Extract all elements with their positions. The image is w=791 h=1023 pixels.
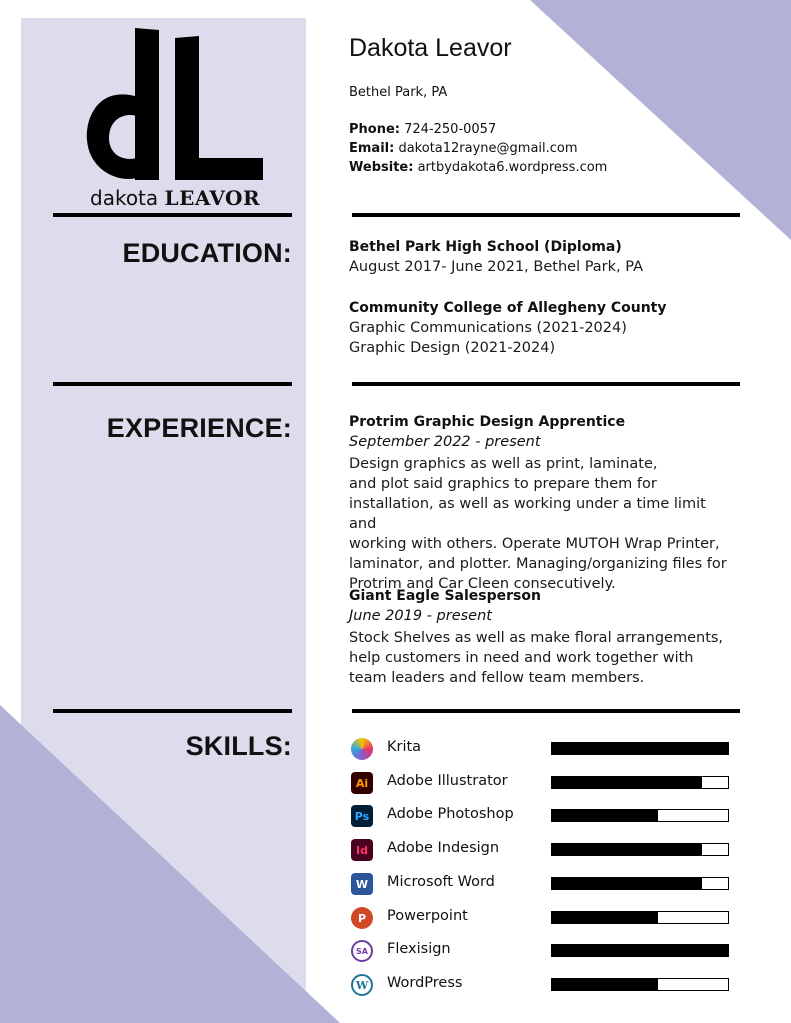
education-heading: EDUCATION:: [122, 238, 292, 268]
skill-level-fill: [552, 777, 702, 788]
education-detail-1: August 2017- June 2021, Bethel Park, PA: [349, 259, 643, 275]
divider-left-1: [53, 213, 292, 217]
skill-row: [349, 872, 731, 900]
word-icon: W: [351, 873, 373, 895]
photoshop-icon: Ps: [351, 805, 373, 827]
skill-level-fill: [552, 810, 658, 821]
wordpress-icon: W: [351, 974, 373, 996]
experience-dates-1: September 2022 - present: [349, 434, 541, 450]
logo-first-name: dakota: [90, 186, 159, 210]
education-detail-2a: Graphic Communications (2021-2024): [349, 320, 627, 336]
desc-line: Design graphics as well as print, laminate,: [349, 456, 658, 472]
divider-left-3: [53, 709, 292, 713]
desc-line: installation, as well as working under a time limit and: [349, 496, 706, 532]
desc-line: Protrim and Car Cleen consecutively.: [349, 576, 616, 592]
phone-label: Phone:: [349, 122, 400, 137]
desc-line: laminator, and plotter. Managing/organizing files for: [349, 556, 727, 572]
krita-icon: [351, 738, 373, 760]
logo-wordmark: [90, 186, 260, 210]
skill-label: Flexisign: [387, 941, 451, 957]
skill-label: Powerpoint: [387, 908, 468, 924]
skill-label: Krita: [387, 739, 422, 755]
skills-heading: SKILLS:: [185, 731, 292, 761]
skill-row: [349, 906, 731, 934]
experience-desc-1: [349, 454, 729, 594]
skill-level-bar: [551, 944, 729, 957]
education-detail-2b: Graphic Design (2021-2024): [349, 340, 556, 356]
desc-line: help customers in need and work together with: [349, 650, 694, 666]
skill-level-fill: [552, 945, 728, 956]
desc-line: team leaders and fellow team members.: [349, 670, 645, 686]
skill-level-bar: [551, 911, 729, 924]
skill-label: Adobe Photoshop: [387, 806, 514, 822]
skill-level-bar: [551, 742, 729, 755]
email-value[interactable]: dakota12rayne@gmail.com: [398, 141, 578, 156]
indesign-icon: Id: [351, 839, 373, 861]
skill-level-fill: [552, 878, 702, 889]
website-label: Website:: [349, 160, 414, 175]
skill-row: [349, 771, 731, 799]
skill-level-bar: [551, 877, 729, 890]
skill-level-bar: [551, 843, 729, 856]
divider-right-3: [352, 709, 740, 713]
email-line: [349, 141, 578, 156]
website-value[interactable]: artbydakota6.wordpress.com: [417, 160, 608, 175]
skill-row: [349, 737, 731, 765]
skill-level-fill: [552, 844, 702, 855]
flexisign-icon: SA: [351, 940, 373, 962]
powerpoint-icon: P: [351, 907, 373, 929]
divider-right-1: [352, 213, 740, 217]
experience-dates-2: June 2019 - present: [349, 608, 492, 624]
experience-desc-2: [349, 628, 729, 688]
decorative-triangle-top: [530, 0, 791, 240]
logo-last-name: LEAVOR: [164, 186, 261, 210]
phone-line: [349, 122, 496, 137]
skill-label: Adobe Illustrator: [387, 773, 508, 789]
website-line: [349, 160, 607, 175]
skill-row: [349, 838, 731, 866]
logo-monogram: [75, 28, 275, 188]
skill-level-bar: [551, 809, 729, 822]
skill-level-bar: [551, 776, 729, 789]
resume-name: Dakota Leavor: [349, 34, 512, 62]
desc-line: and plot said graphics to prepare them for: [349, 476, 657, 492]
skill-row: [349, 804, 731, 832]
skill-label: Adobe Indesign: [387, 840, 500, 856]
experience-role-2: Giant Eagle Salesperson: [349, 588, 541, 604]
illustrator-icon: Ai: [351, 772, 373, 794]
email-label: Email:: [349, 141, 395, 156]
location-text: Bethel Park, PA: [349, 85, 448, 100]
skill-label: WordPress: [387, 975, 463, 991]
experience-role-1: Protrim Graphic Design Apprentice: [349, 414, 626, 430]
divider-left-2: [53, 382, 292, 386]
experience-heading: EXPERIENCE:: [106, 413, 292, 443]
skill-row: [349, 973, 731, 1001]
skill-level-bar: [551, 978, 729, 991]
desc-line: Stock Shelves as well as make floral arrangements,: [349, 630, 724, 646]
desc-line: working with others. Operate MUTOH Wrap Printer,: [349, 536, 720, 552]
phone-value: 724-250-0057: [404, 122, 497, 137]
skill-level-fill: [552, 743, 728, 754]
education-school-1: Bethel Park High School (Diploma): [349, 239, 622, 255]
skill-row: [349, 939, 731, 967]
divider-right-2: [352, 382, 740, 386]
skill-label: Microsoft Word: [387, 874, 495, 890]
skill-level-fill: [552, 912, 658, 923]
education-school-2: Community College of Allegheny County: [349, 300, 667, 316]
skill-level-fill: [552, 979, 658, 990]
